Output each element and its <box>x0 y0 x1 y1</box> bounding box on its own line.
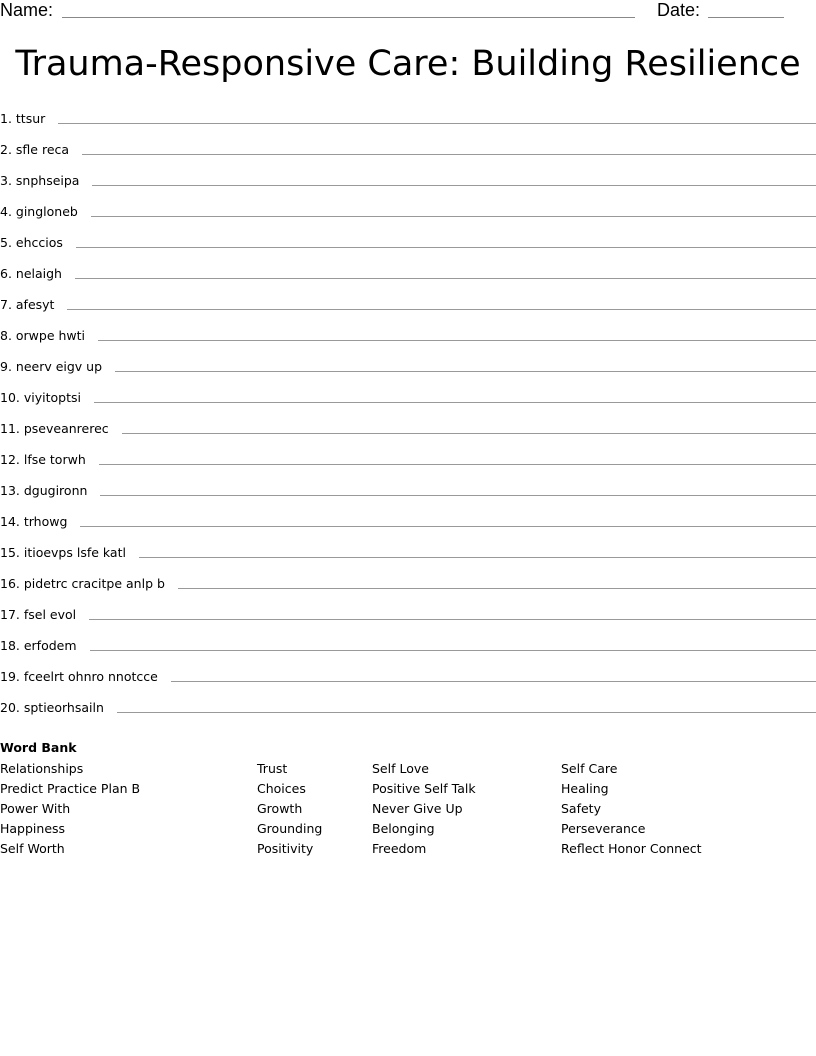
clue-text: 4. gingloneb <box>0 204 78 219</box>
clue-text: 20. sptieorhsailn <box>0 700 104 715</box>
answer-line[interactable] <box>92 185 816 186</box>
answer-line[interactable] <box>76 247 816 248</box>
clue-text: 11. pseveanrerec <box>0 421 109 436</box>
answer-line[interactable] <box>99 464 816 465</box>
clue-text: 17. fsel evol <box>0 607 77 622</box>
answer-line[interactable] <box>117 712 816 713</box>
clue-row <box>0 564 816 595</box>
word-bank-item: Reflect Honor Connect <box>561 841 702 856</box>
word-bank-item: Growth <box>257 801 303 816</box>
clue-text: 5. ehccios <box>0 235 63 250</box>
word-bank-title: Word Bank <box>0 740 77 755</box>
answer-line[interactable] <box>94 402 816 403</box>
word-bank-item: Choices <box>257 781 306 796</box>
clue-row <box>0 254 816 285</box>
word-bank-item: Perseverance <box>561 821 646 836</box>
answer-line[interactable] <box>82 154 816 155</box>
word-bank-item: Happiness <box>0 821 66 836</box>
word-bank-column <box>0 759 140 859</box>
clue-row <box>0 285 816 316</box>
word-bank-item: Healing <box>561 781 609 796</box>
clue-row <box>0 161 816 192</box>
clue-row <box>0 378 816 409</box>
clue-row <box>0 347 816 378</box>
clue-row <box>0 223 816 254</box>
clue-row <box>0 688 816 719</box>
word-bank-item: Trust <box>257 761 288 776</box>
clue-row <box>0 110 816 130</box>
clue-text: 6. nelaigh <box>0 266 62 281</box>
clue-row <box>0 626 816 657</box>
clue-text: 15. itioevps lsfe katl <box>0 545 126 560</box>
clue-text: 9. neerv eigv up <box>0 359 103 374</box>
clue-text: 2. sfle reca <box>0 142 70 157</box>
clue-row <box>0 657 816 688</box>
clue-row <box>0 409 816 440</box>
answer-line[interactable] <box>67 309 816 310</box>
date-label: Date: <box>657 0 701 20</box>
clue-text: 1. ttsur <box>0 111 46 126</box>
clue-text: 7. afesyt <box>0 297 55 312</box>
header <box>0 0 816 24</box>
answer-line[interactable] <box>139 557 816 558</box>
clue-text: 14. trhowg <box>0 514 68 529</box>
word-bank-item: Never Give Up <box>372 801 463 816</box>
clue-row <box>0 502 816 533</box>
clue-text: 10. viyitoptsi <box>0 390 81 405</box>
answer-line[interactable] <box>115 371 816 372</box>
word-bank-grid <box>0 757 816 857</box>
clue-text: 12. lfse torwh <box>0 452 86 467</box>
page-title: Trauma-Responsive Care: Building Resilience <box>15 44 801 84</box>
word-bank-column <box>257 759 322 859</box>
word-bank-item: Self Care <box>561 761 618 776</box>
clue-text: 8. orwpe hwti <box>0 328 86 343</box>
word-bank-item: Relationships <box>0 761 84 776</box>
word-bank-item: Belonging <box>372 821 435 836</box>
answer-line[interactable] <box>90 650 816 651</box>
clue-row <box>0 192 816 223</box>
answer-line[interactable] <box>178 588 816 589</box>
clue-text: 18. erfodem <box>0 638 77 653</box>
word-bank-item: Grounding <box>257 821 323 836</box>
answer-line[interactable] <box>122 433 816 434</box>
clue-row <box>0 440 816 471</box>
clue-row <box>0 533 816 564</box>
word-bank-item: Power With <box>0 801 71 816</box>
clue-text: 3. snphseipa <box>0 173 80 188</box>
answer-line[interactable] <box>58 123 816 124</box>
answer-line[interactable] <box>98 340 816 341</box>
word-bank-item: Predict Practice Plan B <box>0 781 141 796</box>
clue-text: 13. dgugironn <box>0 483 88 498</box>
word-bank-column <box>372 759 476 859</box>
clue-row <box>0 595 816 626</box>
name-label: Name: <box>0 0 54 20</box>
answer-line[interactable] <box>100 495 816 496</box>
word-bank <box>0 739 816 857</box>
name-field[interactable] <box>62 17 635 18</box>
word-bank-column <box>561 759 702 859</box>
clue-row <box>0 316 816 347</box>
word-bank-item: Self Worth <box>0 841 65 856</box>
answer-line[interactable] <box>171 681 816 682</box>
word-bank-item: Self Love <box>372 761 429 776</box>
word-bank-item: Safety <box>561 801 601 816</box>
date-field[interactable] <box>708 17 784 18</box>
clue-text: 16. pidetrc cracitpe anlp b <box>0 576 165 591</box>
word-bank-item: Freedom <box>372 841 427 856</box>
word-bank-item: Positivity <box>257 841 314 856</box>
clue-row <box>0 130 816 161</box>
clue-text: 19. fceelrt ohnro nnotcce <box>0 669 158 684</box>
clue-list <box>0 110 816 719</box>
answer-line[interactable] <box>89 619 816 620</box>
answer-line[interactable] <box>80 526 816 527</box>
clue-row <box>0 471 816 502</box>
answer-line[interactable] <box>75 278 816 279</box>
word-bank-item: Positive Self Talk <box>372 781 476 796</box>
answer-line[interactable] <box>91 216 816 217</box>
